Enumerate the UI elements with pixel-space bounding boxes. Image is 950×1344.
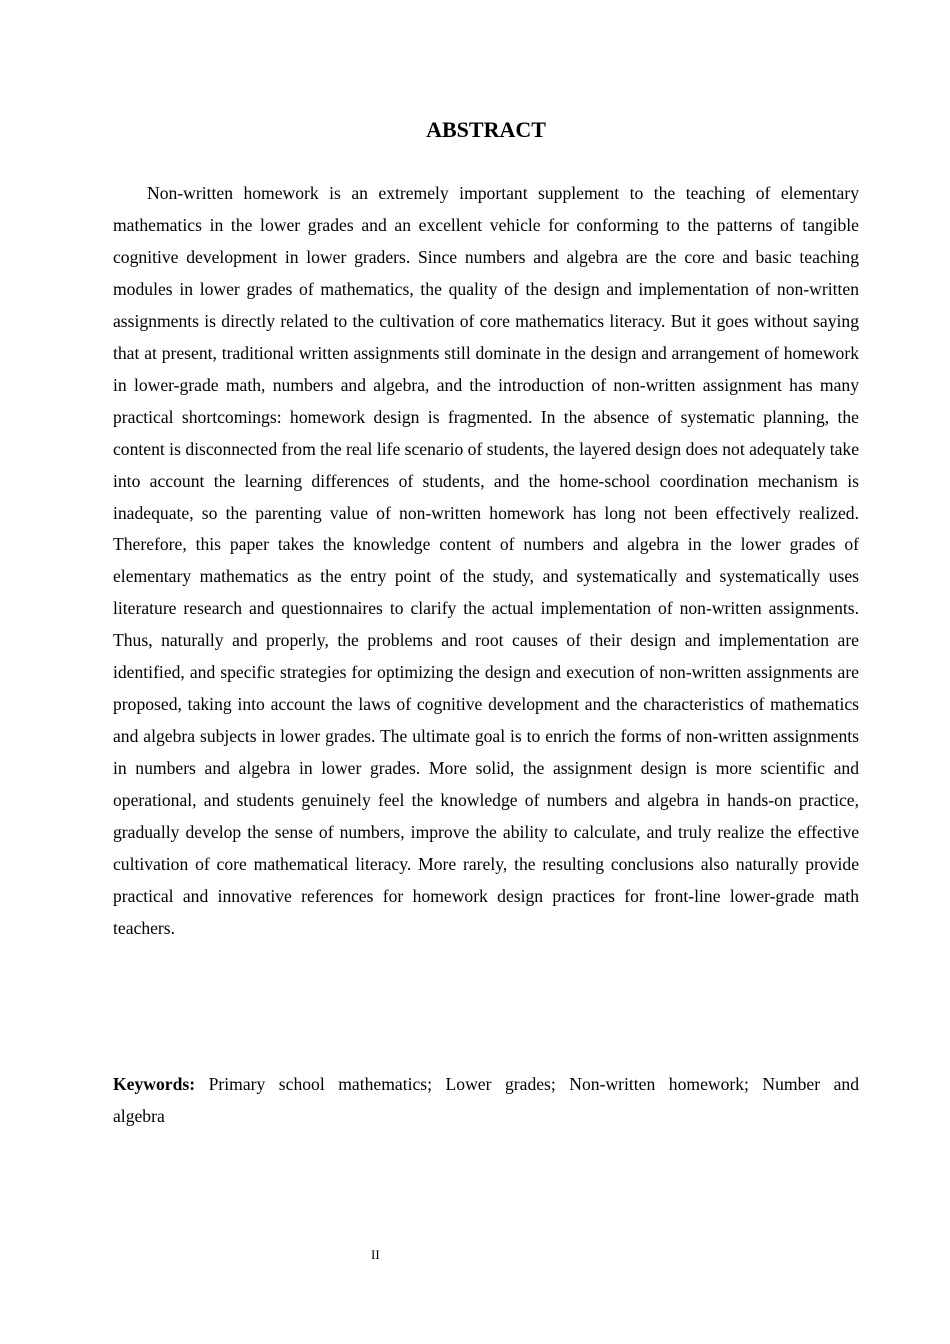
keywords-text: Primary school mathematics; Lower grades; Non-written homework; Number and algebra: [113, 1074, 859, 1126]
page-number: II: [371, 1247, 380, 1262]
keywords-label: Keywords:: [113, 1074, 196, 1094]
abstract-body: Non-written homework is an extremely important supplement to the teaching of elementary mathematics in the lower grades and an excellent vehicle for conforming to the patterns of tangible cognitive development in lower graders. Since numbers and algebra are the core and basic teaching modules in lower grades of mathematics, the quality of the design and implementation of non-written assignments is directly related to the cultivation of core mathematics literacy. But it goes without saying that at present, traditional written assignments still dominate in the design and arrangement of homework in lower-grade math, numbers and algebra, and the introduction of non-written assignment has many practical shortcomings: homework design is fragmented. In the absence of systematic planning, the content is disconnected from the real life scenario of students, the layered design does not adequately take into account the learning differences of students, and the home-school coordination mechanism is inadequate, so the parenting value of non-written homework has long not been effectively realized. Therefore, this paper takes the knowledge content of numbers and algebra in the lower grades of elementary mathematics as the entry point of the study, and systematically and systematically uses literature research and questionnaires to clarify the actual implementation of non-written assignments. Thus, naturally and properly, the problems and root causes of their design and implementation are identified, and specific strategies for optimizing the design and execution of non-written assignments are proposed, taking into account the laws of cognitive development and the characteristics of mathematics and algebra subjects in lower grades. The ultimate goal is to enrich the forms of non-written assignments in numbers and algebra in lower grades. More solid, the assignment design is more scientific and operational, and students genuinely feel the knowledge of numbers and algebra in hands-on practice, gradually develop the sense of numbers, improve the ability to calculate, and truly realize the effective cultivation of core mathematical literacy. More rarely, the resulting conclusions also naturally provide practical and innovative references for homework design practices for front-line lower-grade math teachers.: [113, 183, 860, 938]
keywords-line: [113, 1068, 859, 1132]
abstract-title: ABSTRACT: [426, 117, 546, 142]
